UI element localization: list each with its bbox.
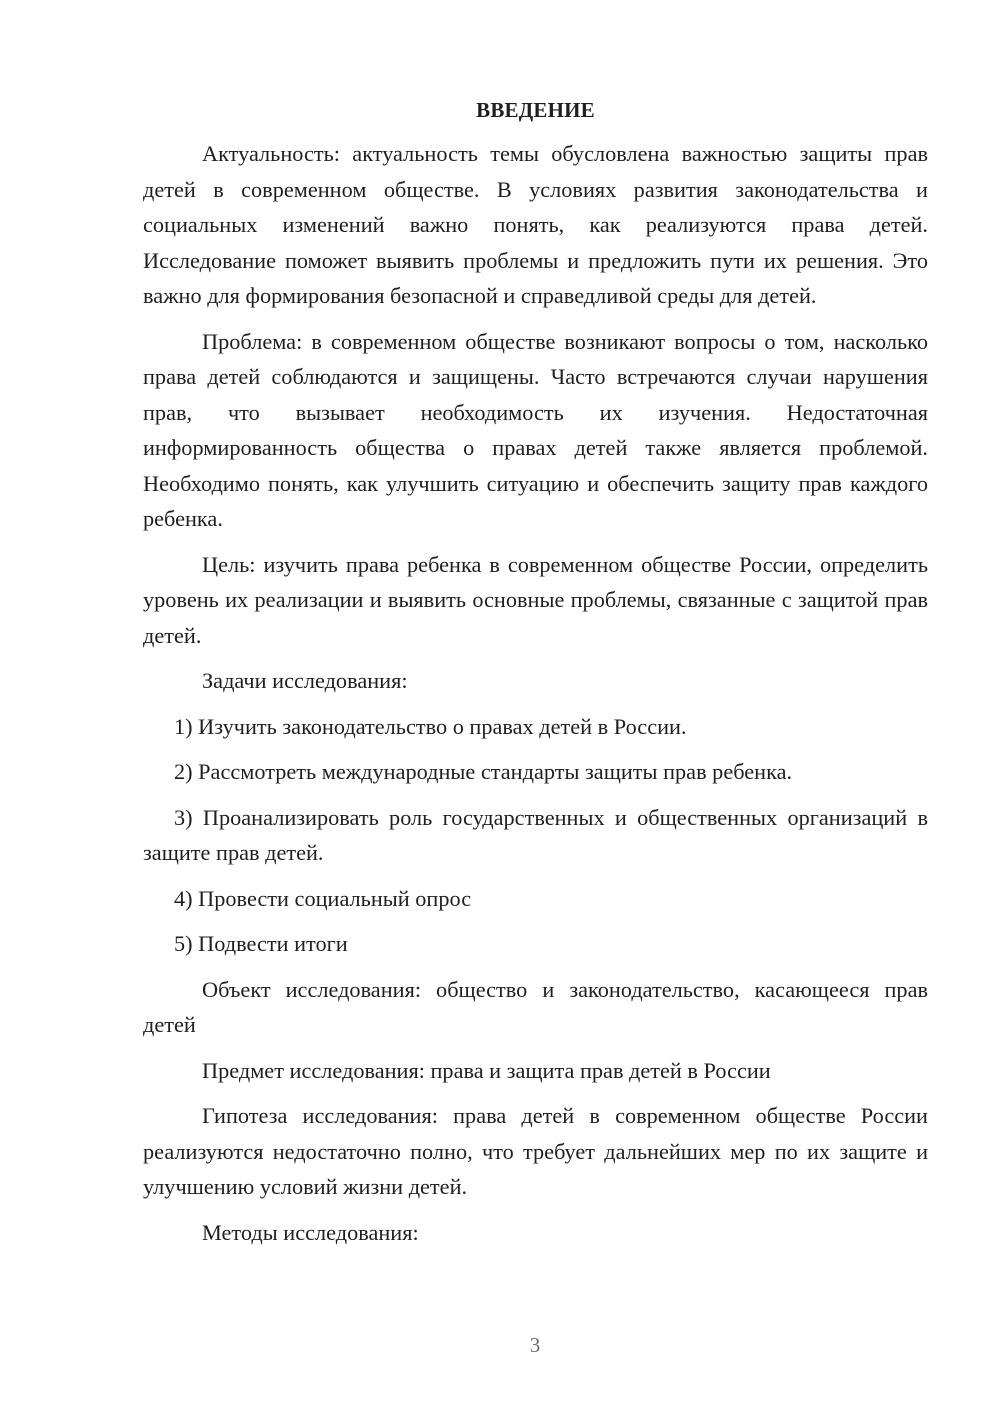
paragraph-relevance: Актуальность: актуальность темы обусловлена важностью защиты прав детей в современном обществе. В условиях развития законодательства и социальных изменений важно понять, как реализуются права детей. Исследование поможет выявить проблемы и предложить пути их решения. Это важно для формирования безопасной и справедливой среды для детей. xyxy=(143,141,928,308)
task-item-2: 2) Рассмотреть международные стандарты защиты прав ребенка. xyxy=(174,759,793,784)
document-page xyxy=(143,96,928,1260)
paragraph-hypothesis: Гипотеза исследования: права детей в современном обществе России реализуются недостаточно полно, что требует дальнейших мер по их защите и улучшению условий жизни детей. xyxy=(143,1103,928,1199)
page-number: 3 xyxy=(529,1333,541,1357)
paragraph-object: Объект исследования: общество и законодательство, касающееся прав детей xyxy=(143,976,928,1037)
paragraph-goal: Цель: изучить права ребенка в современном обществе России, определить уровень их реализации и выявить основные проблемы, связанные с защитой прав детей. xyxy=(143,551,928,648)
paragraph-subject: Предмет исследования: права и защита прав детей в России xyxy=(202,1057,771,1083)
task-item-4: 4) Провести социальный опрос xyxy=(174,885,472,911)
paragraph-methods: Методы исследования: xyxy=(202,1219,419,1245)
section-title: ВВЕДЕНИЕ xyxy=(476,98,595,122)
paragraph-tasks-heading: Задачи исследования: xyxy=(202,668,408,693)
task-item-3: 3) Проанализировать роль государственных и общественных организаций в защите прав детей. xyxy=(143,804,928,865)
paragraph-problem: Проблема: в современном обществе возникают вопросы о том, насколько права детей соблюдаются и защищены. Часто встречаются случаи нарушения прав, что вызывает необходимость их изучения. Недостаточная информированность общества о правах детей также является проблемой. Необходимо понять, как улучшить ситуацию и обеспечить защиту прав каждого ребенка. xyxy=(143,328,928,531)
task-item-5: 5) Подвести итоги xyxy=(174,931,348,956)
task-item-1: 1) Изучить законодательство о правах детей в России. xyxy=(174,713,687,739)
